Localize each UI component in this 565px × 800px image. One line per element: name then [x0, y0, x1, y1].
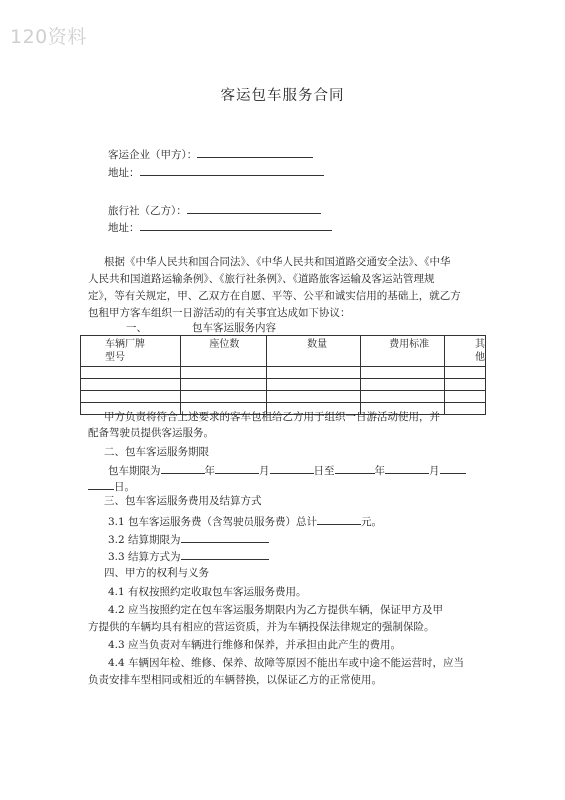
fee-amount-blank[interactable]: [317, 513, 361, 525]
settle-period-line: [108, 531, 269, 547]
settle-method-blank[interactable]: [181, 548, 269, 560]
party-a-address-blank[interactable]: [140, 164, 324, 176]
document-title: 客运包车服务合同: [220, 88, 345, 104]
clause-4-4-line-1: 4.4 车辆因年检、维修、保养、故障等原因不能出车或中途不能运营时，应当: [108, 657, 465, 669]
header-vehicle-line-1: 车辆厂牌: [105, 339, 145, 350]
period-line-2: [88, 478, 135, 494]
section-4-title: 四、甲方的权利与义务: [104, 567, 209, 579]
table-cell[interactable]: [445, 391, 486, 403]
party-a-label: 客运企业（甲方）：: [108, 149, 198, 161]
fee-line: [108, 513, 382, 529]
party-b-address-blank[interactable]: [140, 219, 332, 231]
table-cell[interactable]: [361, 367, 445, 379]
table-header-cell: 费用标准: [361, 336, 445, 367]
clause-4-1: 4.1 有权按照约定收取包车客运服务费用。: [108, 586, 307, 598]
period-end-day-blank-2[interactable]: [88, 478, 114, 490]
period-line: [108, 462, 466, 478]
period-year: 年: [204, 465, 215, 477]
clause-4-2-line-1: 4.2 应当按照约定在包车客运服务期限内为乙方提供车辆，保证甲方及甲: [108, 604, 444, 616]
intro-line-2: 人民共和国道路运输条例》、《旅行社条例》、《道路旅客运输及客运站管理规: [88, 273, 435, 285]
section-3-title: 三、包车客运服务费用及结算方式: [104, 495, 262, 507]
table-row: [81, 379, 486, 391]
period-day-end: 日。: [114, 481, 135, 493]
clause-4-4-line-2: 负责安排车型相同或相近的车辆替换，以保证乙方的正常使用。: [88, 674, 382, 686]
clause-4-3: 4.3 应当负责对车辆进行维修和保养，并承担由此产生的费用。: [108, 639, 402, 651]
party-b-line: [108, 202, 321, 218]
period-end-year-blank[interactable]: [335, 462, 375, 474]
party-b-address-line: [108, 219, 332, 235]
party-a-line: [108, 146, 313, 162]
intro-line-1: 根据《中华人民共和国合同法》、《中华人民共和国道路交通安全法》、《中华: [104, 256, 451, 268]
fee-unit: 元。: [361, 516, 383, 528]
table-cell[interactable]: [361, 391, 445, 403]
table-cell[interactable]: [181, 379, 267, 391]
period-start-day-blank[interactable]: [270, 462, 314, 474]
table-cell[interactable]: [267, 391, 361, 403]
section-1-number: 一、: [126, 322, 147, 334]
settle-method-line: [108, 548, 269, 564]
period-end-month-blank[interactable]: [385, 462, 429, 474]
header-vehicle-line-2: 型号: [105, 352, 125, 363]
period-month: 月: [259, 465, 270, 477]
table-cell[interactable]: [81, 367, 181, 379]
settle-period-blank[interactable]: [181, 531, 269, 543]
table-header-cell: 数量: [267, 336, 361, 367]
table-cell[interactable]: [445, 367, 486, 379]
table-header-cell: 座位数: [181, 336, 267, 367]
table-row: [81, 367, 486, 379]
table-cell[interactable]: [445, 379, 486, 391]
party-b-address-label: 地址：: [108, 222, 140, 234]
table-cell[interactable]: [81, 379, 181, 391]
period-start-year-blank[interactable]: [161, 462, 205, 474]
party-b-blank[interactable]: [187, 202, 321, 214]
intro-line-3: 定》，等有关规定，甲、乙双方在自愿、平等、公平和诚实信用的基础上，就乙方: [88, 290, 461, 302]
table-header-cell: [81, 336, 181, 367]
clause-4-2-line-2: 方提供的车辆均具有相应的营运资质，并为车辆投保法律规定的强制保险。: [88, 621, 435, 633]
table-cell[interactable]: [267, 379, 361, 391]
after-table-line-1: 甲方负责将符合上述要求的客车包租给乙方用于组织一日游活动使用，并: [104, 411, 440, 423]
intro-line-4: 包租甲方客车组织一日游活动的有关事宜达成如下协议：: [88, 307, 351, 319]
period-end-day-blank[interactable]: [440, 462, 466, 474]
table-header-cell: 其他: [445, 336, 486, 367]
period-year-2: 年: [374, 465, 385, 477]
table-cell[interactable]: [267, 367, 361, 379]
fee-label: 3.1 包车客运服务费（含驾驶员服务费）总计: [108, 516, 318, 528]
period-day-to: 日至: [313, 465, 335, 477]
table-row: [81, 391, 486, 403]
section-1-title: 包车客运服务内容: [192, 322, 276, 334]
settle-period-label: 3.2 结算期限为: [108, 534, 181, 546]
table-cell[interactable]: [361, 379, 445, 391]
table-cell[interactable]: [181, 367, 267, 379]
period-start-month-blank[interactable]: [215, 462, 259, 474]
table-cell[interactable]: [181, 391, 267, 403]
party-a-address-label: 地址：: [108, 167, 140, 179]
period-month-2: 月: [429, 465, 440, 477]
period-prefix: 包车期限为: [108, 465, 161, 477]
table-header-row: [81, 336, 486, 367]
section-2-title: 二、包车客运服务期限: [104, 446, 209, 458]
party-a-address-line: [108, 164, 324, 180]
service-table: [80, 335, 486, 415]
party-a-blank[interactable]: [197, 146, 313, 158]
table-cell[interactable]: [81, 391, 181, 403]
after-table-line-2: 配备驾驶员提供客运服务。: [88, 427, 214, 439]
watermark: 120资料: [10, 26, 87, 48]
settle-method-label: 3.3 结算方式为: [108, 551, 181, 563]
party-b-label: 旅行社（乙方）：: [108, 205, 187, 217]
table-cell[interactable]: [445, 403, 486, 415]
